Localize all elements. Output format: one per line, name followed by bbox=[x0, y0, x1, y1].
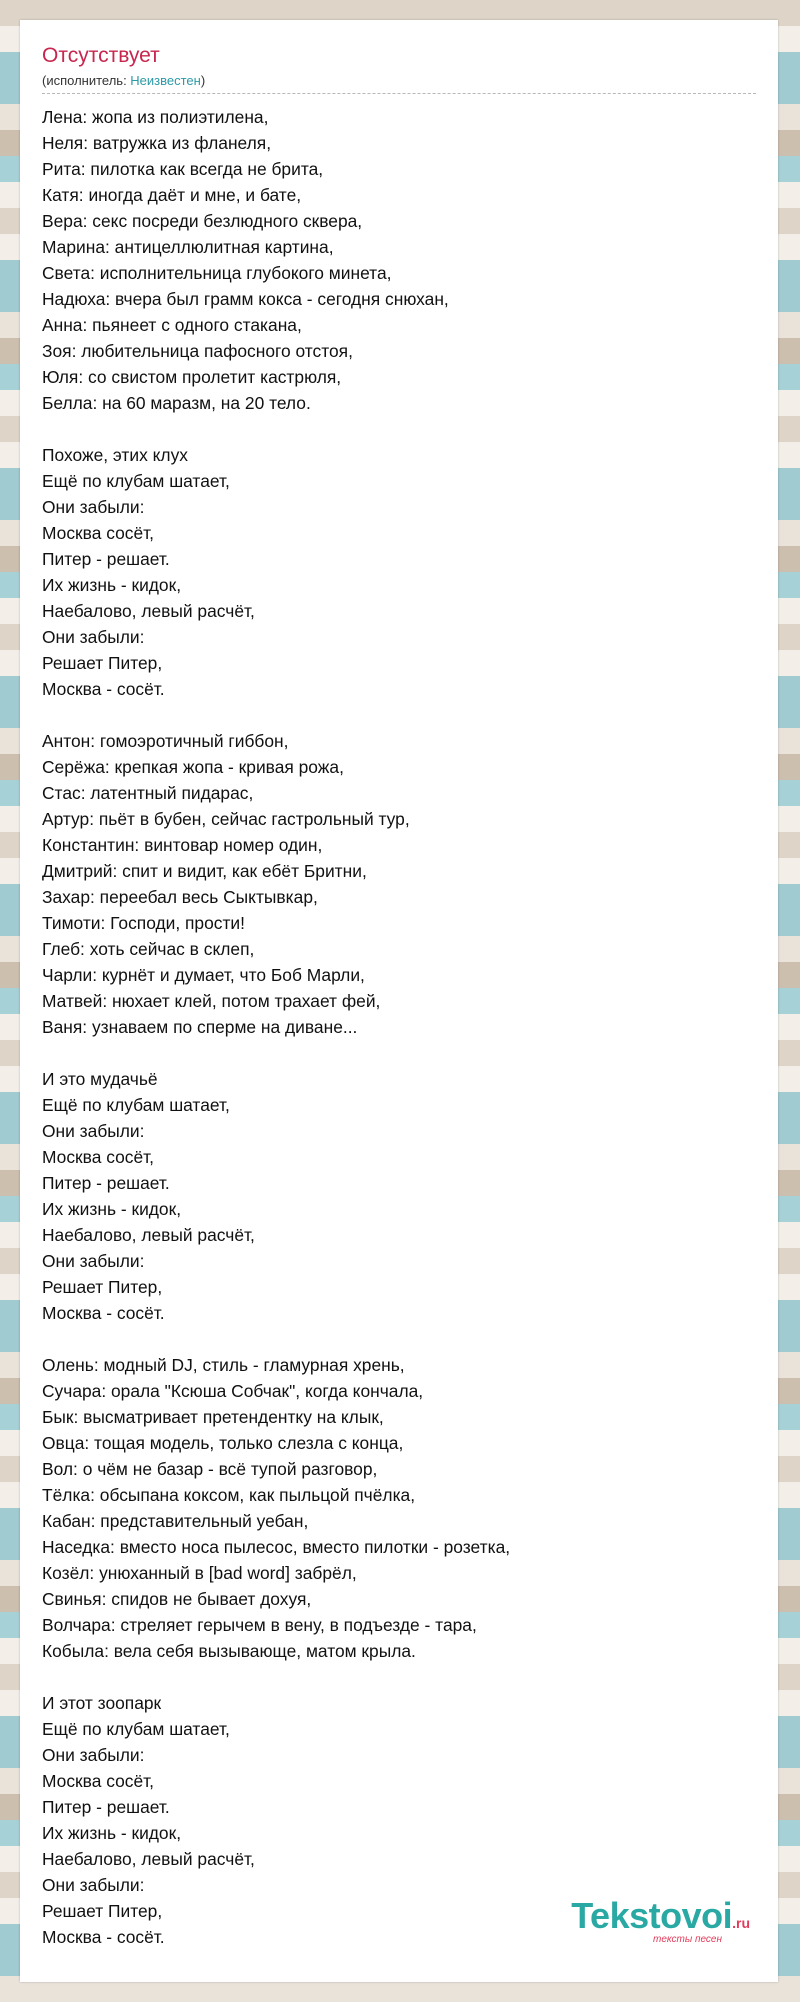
lyric-line: Серёжа: крепкая жопа - кривая рожа, bbox=[42, 757, 344, 777]
lyric-line: Решает Питер, bbox=[42, 1901, 163, 1921]
lyric-line: Зоя: любительница пафосного отстоя, bbox=[42, 341, 353, 361]
lyric-line: Сучара: орала "Ксюша Собчак", когда кончала, bbox=[42, 1381, 424, 1401]
lyrics-text bbox=[42, 104, 756, 1950]
lyric-line: Тимоти: Господи, прости! bbox=[42, 913, 245, 933]
lyric-line: Матвей: нюхает клей, потом трахает фей, bbox=[42, 991, 381, 1011]
lyric-line: Надюха: вчера был грамм кокса - сегодня снюхан, bbox=[42, 289, 449, 309]
lyric-line: Белла: на 60 маразм, на 20 тело. bbox=[42, 393, 311, 413]
lyric-line: Наебалово, левый расчёт, bbox=[42, 1849, 255, 1869]
lyric-line: Вол: о чём не базар - всё тупой разговор, bbox=[42, 1459, 378, 1479]
lyric-line: Рита: пилотка как всегда не брита, bbox=[42, 159, 324, 179]
lyrics-card bbox=[20, 20, 778, 1982]
lyric-line: Ваня: узнаваем по сперме на диване... bbox=[42, 1017, 358, 1037]
lyric-line: Они забыли: bbox=[42, 1251, 145, 1271]
lyric-line: Овца: тощая модель, только слезла с конца, bbox=[42, 1433, 404, 1453]
lyric-line: Света: исполнительница глубокого минета, bbox=[42, 263, 392, 283]
lyric-line: Бык: высматривает претендентку на клык, bbox=[42, 1407, 384, 1427]
logo-tagline: тексты песен bbox=[653, 1934, 722, 1945]
lyric-line: Они забыли: bbox=[42, 1745, 145, 1765]
lyric-line: Москва сосёт, bbox=[42, 523, 155, 543]
lyric-line: Решает Питер, bbox=[42, 653, 163, 673]
lyric-line: Они забыли: bbox=[42, 1875, 145, 1895]
lyric-line: Чарли: курнёт и думает, что Боб Марли, bbox=[42, 965, 365, 985]
stanza-gap bbox=[42, 702, 756, 728]
lyric-line: Свинья: спидов не бывает дохуя, bbox=[42, 1589, 312, 1609]
lyric-line: Волчара: стреляет герычем в вену, в подъезде - тара, bbox=[42, 1615, 477, 1635]
lyric-line: Катя: иногда даёт и мне, и бате, bbox=[42, 185, 302, 205]
lyric-line: Тёлка: обсыпана коксом, как пыльцой пчёлка, bbox=[42, 1485, 416, 1505]
lyric-line: Константин: винтовар номер один, bbox=[42, 835, 323, 855]
lyric-line: Стас: латентный пидарас, bbox=[42, 783, 254, 803]
lyric-line: Их жизнь - кидок, bbox=[42, 575, 182, 595]
artist-prefix: (исполнитель: bbox=[42, 73, 131, 88]
lyric-line: Ещё по клубам шатает, bbox=[42, 1719, 230, 1739]
lyric-line: Ещё по клубам шатает, bbox=[42, 1095, 230, 1115]
lyric-line: Марина: антицеллюлитная картина, bbox=[42, 237, 334, 257]
stanza-gap bbox=[42, 1664, 756, 1690]
lyric-line: Москва - сосёт. bbox=[42, 1303, 165, 1323]
lyric-line: Олень: модный DJ, стиль - гламурная хрень, bbox=[42, 1355, 405, 1375]
lyric-line: И это мудачьё bbox=[42, 1069, 158, 1089]
lyric-line: Вера: секс посреди безлюдного сквера, bbox=[42, 211, 363, 231]
lyric-line: Наебалово, левый расчёт, bbox=[42, 1225, 255, 1245]
lyric-line: Дмитрий: спит и видит, как ебёт Бритни, bbox=[42, 861, 367, 881]
lyric-line: Москва сосёт, bbox=[42, 1147, 155, 1167]
site-logo[interactable] bbox=[571, 1895, 750, 1946]
lyric-line: Лена: жопа из полиэтилена, bbox=[42, 107, 269, 127]
artist-line bbox=[42, 72, 756, 94]
lyric-line: Анна: пьянеет с одного стакана, bbox=[42, 315, 302, 335]
song-header bbox=[42, 42, 756, 94]
lyric-line: Питер - решает. bbox=[42, 549, 170, 569]
lyric-line: Неля: ватружка из фланеля, bbox=[42, 133, 272, 153]
lyric-line: Решает Питер, bbox=[42, 1277, 163, 1297]
lyric-line: Москва сосёт, bbox=[42, 1771, 155, 1791]
logo-name: Tekstovoi bbox=[571, 1895, 733, 1936]
lyric-line: Похоже, этих клух bbox=[42, 445, 188, 465]
lyric-line: Их жизнь - кидок, bbox=[42, 1823, 182, 1843]
lyric-line: Наебалово, левый расчёт, bbox=[42, 601, 255, 621]
lyric-line: Москва - сосёт. bbox=[42, 1927, 165, 1947]
song-title: Отсутствует bbox=[42, 44, 160, 67]
lyric-line: Кабан: представительный уебан, bbox=[42, 1511, 309, 1531]
lyric-line: И этот зоопарк bbox=[42, 1693, 162, 1713]
stanza-gap bbox=[42, 416, 756, 442]
lyric-line: Они забыли: bbox=[42, 497, 145, 517]
lyric-line: Их жизнь - кидок, bbox=[42, 1199, 182, 1219]
lyric-line: Питер - решает. bbox=[42, 1797, 170, 1817]
lyric-line: Антон: гомоэротичный гиббон, bbox=[42, 731, 289, 751]
lyric-line: Юля: со свистом пролетит кастрюля, bbox=[42, 367, 342, 387]
logo-tld: .ru bbox=[732, 1915, 750, 1931]
artist-suffix: ) bbox=[200, 73, 206, 88]
stanza-gap bbox=[42, 1040, 756, 1066]
lyric-line: Захар: переебал весь Сыктывкар, bbox=[42, 887, 318, 907]
lyric-line: Они забыли: bbox=[42, 1121, 145, 1141]
lyric-line: Москва - сосёт. bbox=[42, 679, 165, 699]
lyric-line: Питер - решает. bbox=[42, 1173, 170, 1193]
artist-link[interactable]: Неизвестен bbox=[130, 73, 201, 88]
lyric-line: Они забыли: bbox=[42, 627, 145, 647]
stanza-gap bbox=[42, 1326, 756, 1352]
lyric-line: Наседка: вместо носа пылесос, вместо пилотки - розетка, bbox=[42, 1537, 511, 1557]
lyric-line: Глеб: хоть сейчас в склеп, bbox=[42, 939, 255, 959]
lyric-line: Артур: пьёт в бубен, сейчас гастрольный тур, bbox=[42, 809, 410, 829]
lyric-line: Кобыла: вела себя вызывающе, матом крыла. bbox=[42, 1641, 416, 1661]
lyric-line: Козёл: унюханный в [bad word] забрёл, bbox=[42, 1563, 357, 1583]
lyric-line: Ещё по клубам шатает, bbox=[42, 471, 230, 491]
